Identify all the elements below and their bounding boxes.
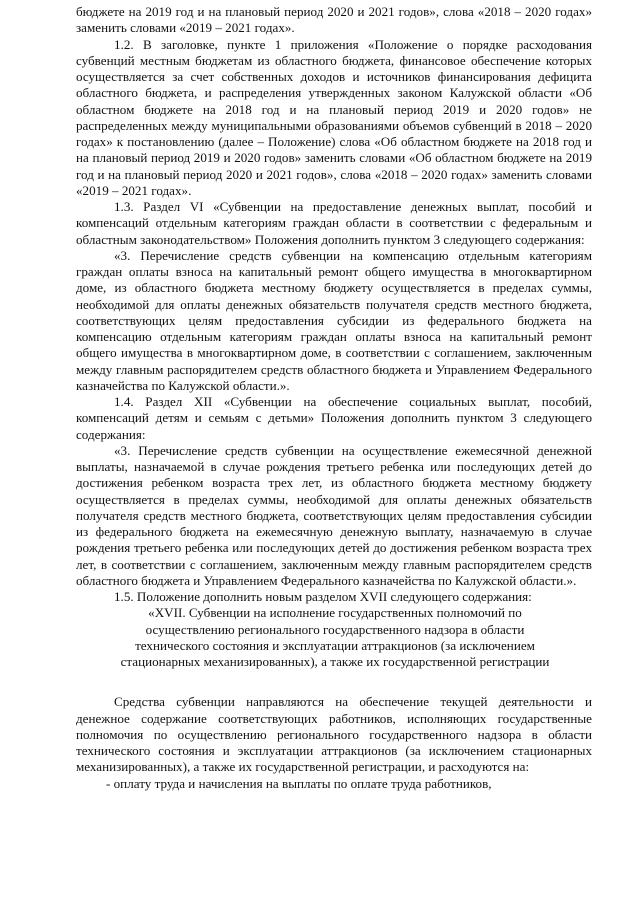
paragraph-item-1-2: 1.2. В заголовке, пункте 1 приложения «Положение о порядке расходования субвенций местным бюджетам из областного бюджета, финансовое обеспечение которых осуществляется за счет собственных доходов и источников финансирования дефицита областного бюджета, и распределения утвержденных законом Калужской области «Об областном бюджете на 2018 год и на плановый период 2019 и 2020 годов» не распределенных между муниципальными образованиями объемов субвенций в 2018 – 2020 годах» к постановлению (далее – Положение) слова «Об областном бюджете на 2018 год и на плановый период 2019 и 2020 годов» заменить словами «Об областном бюджете на 2019 год и на плановый период 2020 и 2021 годов», слова «2018 – 2020 годах» заменить словами «2019 – 2021 годах». xyxy=(76,36,592,198)
paragraph-subsidy-purpose: Средства субвенции направляются на обеспечение текущей деятельности и денежное содержание соответствующих работников, исполняющих государственные полномочия по осуществлению регионального государственного надзора в области технического состояния и эксплуатации аттракционов (за исключением стационарных механизированных), а также их государственной регистрации, и расходуются на: xyxy=(76,694,592,775)
paragraph-item-1-4: 1.4. Раздел XII «Субвенции на обеспечение социальных выплат, пособий, компенсаций детям и семьям с детьми» Положения дополнить пунктом 3 следующего содержания: xyxy=(76,394,592,442)
section-17-heading: «XVII. Субвенции на исполнение государственных полномочий по осуществлению регионального государственного надзора в области технического состояния и эксплуатации аттракционов (за исключением стационарных механизированных), а также их государственной регистрации xyxy=(120,605,550,669)
paragraph-item-1-3: 1.3. Раздел VI «Субвенции на предоставление денежных выплат, пособий и компенсаций отдельным категориям граждан области в соответствии с федеральным и областным законодательством» Положения дополнить пунктом 3 следующего содержания: xyxy=(76,199,592,247)
paragraph-item-1-5: 1.5. Положение дополнить новым разделом XVII следующего содержания: xyxy=(114,589,532,604)
paragraph-list-item-salary: - оплату труда и начисления на выплаты по оплате труда работников, xyxy=(106,775,492,791)
section-spacer xyxy=(76,670,592,694)
document-body xyxy=(76,4,592,792)
paragraph-quote-section-6: «3. Перечисление средств субвенции на компенсацию отдельным категориям граждан оплаты взноса на капитальный ремонт общего имущества в многоквартирном доме, из областного бюджета местному бюджету осуществляется в пределах суммы, необходимой для оплаты денежных обязательств получателя средств местного бюджета, соответствующих целям предоставления субсидии из федерального бюджета на компенсацию отдельным категориям граждан оплаты взноса на капитальный ремонт общего имущества в многоквартирном доме, в соответствии с соглашением, заключенным между главным распорядителем средств областного бюджета и Управлением Федерального казначейства по Калужской области.». xyxy=(76,247,592,393)
paragraph-continuation: бюджете на 2019 год и на плановый период 2020 и 2021 годов», слова «2018 – 2020 годах» заменить словами «2019 – 2021 годах». xyxy=(76,4,592,36)
paragraph-quote-section-12: «3. Перечисление средств субвенции на осуществление ежемесячной денежной выплаты, назначаемой в случае рождения третьего ребенка или последующих детей до достижения ребенком возраста трех лет, из областного бюджета местному бюджету осуществляется в пределах суммы, необходимой для оплаты денежных обязательств получателя средств местного бюджета, соответствующих целям предоставления субсидии из федерального бюджета на ежемесячную денежную выплату, назначаемую в случае рождения третьего ребенка или последующих детей до достижения ребенком возраста трех лет, в соответствии с соглашением, заключенным между главным распорядителем средств областного бюджета и Управлением Федерального казначейства по Калужской области.». xyxy=(76,442,592,588)
